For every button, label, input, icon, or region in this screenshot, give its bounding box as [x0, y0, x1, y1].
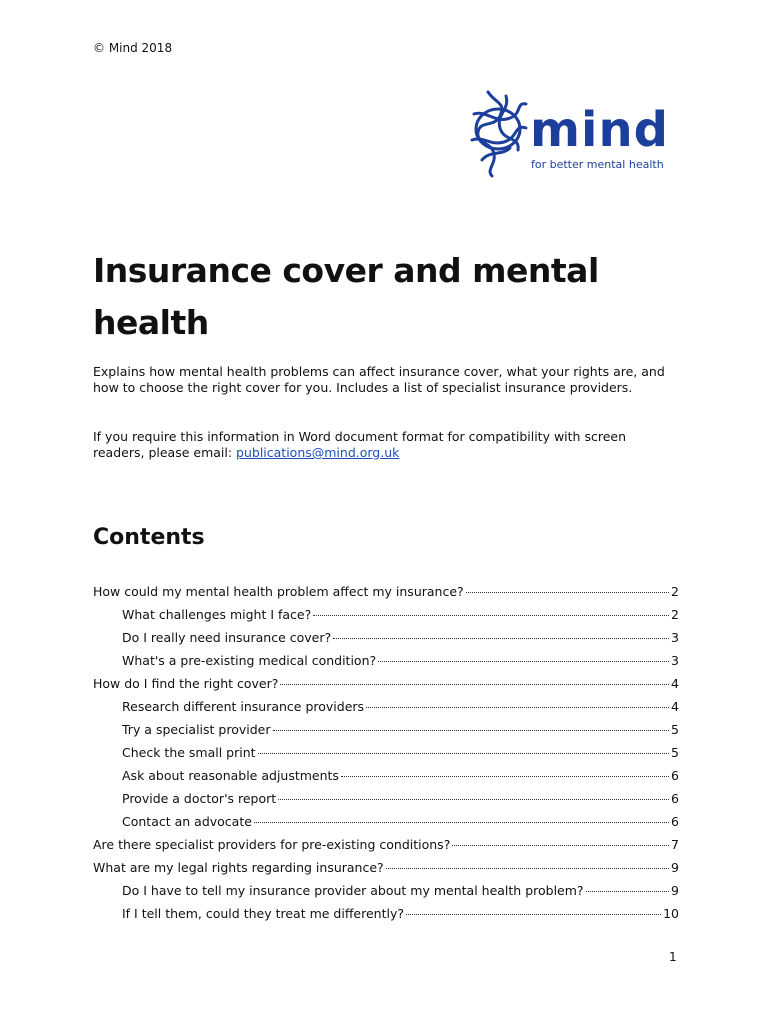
toc-dot-leader	[341, 776, 669, 777]
toc-dot-leader	[378, 661, 669, 662]
toc-entry-label: What are my legal rights regarding insurance?	[93, 860, 384, 875]
toc-entry[interactable]	[93, 584, 679, 607]
toc-dot-leader	[280, 684, 669, 685]
toc-entry[interactable]	[93, 837, 679, 860]
toc-entry-page: 4	[671, 676, 679, 691]
toc-entry-label: What's a pre-existing medical condition?	[122, 653, 377, 668]
toc-entry-page: 10	[663, 906, 679, 921]
toc-entry-page: 5	[671, 745, 679, 760]
toc-entry-label: What challenges might I face?	[122, 607, 312, 622]
toc-entry-label: Do I have to tell my insurance provider about my mental health problem?	[122, 883, 584, 898]
toc-entry[interactable]	[93, 699, 679, 722]
toc-entry-page: 9	[671, 860, 679, 875]
logo-tagline: for better mental health	[531, 158, 664, 171]
copyright-notice: © Mind 2018	[93, 41, 173, 55]
toc-entry[interactable]	[93, 722, 679, 745]
mind-wordmark: mind	[530, 102, 669, 158]
toc-dot-leader	[254, 822, 669, 823]
toc-entry-label: If I tell them, could they treat me differently?	[122, 906, 405, 921]
page-number: 1	[669, 950, 677, 964]
table-of-contents	[93, 584, 679, 929]
toc-dot-leader	[258, 753, 669, 754]
toc-entry-label: How could my mental health problem affect my insurance?	[93, 584, 464, 599]
toc-dot-leader	[313, 615, 669, 616]
toc-entry-label: Check the small print	[122, 745, 256, 760]
toc-entry-page: 6	[671, 768, 679, 783]
toc-entry-page: 5	[671, 722, 679, 737]
toc-entry-label: Ask about reasonable adjustments	[122, 768, 339, 783]
alternative-formats-text: If you require this information in Word document format for compatibility with screen readers, please email:	[93, 429, 627, 460]
toc-dot-leader	[366, 707, 669, 708]
toc-entry-page: 7	[671, 837, 679, 852]
toc-entry-label: Try a specialist provider	[122, 722, 271, 737]
toc-entry[interactable]	[93, 607, 679, 630]
toc-dot-leader	[386, 868, 669, 869]
toc-entry[interactable]	[93, 814, 679, 837]
toc-dot-leader	[278, 799, 669, 800]
contents-heading: Contents	[93, 525, 205, 550]
toc-entry-page: 3	[671, 653, 679, 668]
toc-dot-leader	[273, 730, 670, 731]
toc-entry[interactable]	[93, 630, 679, 653]
toc-entry[interactable]	[93, 768, 679, 791]
toc-entry[interactable]	[93, 906, 679, 929]
toc-entry-label: Provide a doctor's report	[122, 791, 277, 806]
toc-entry[interactable]	[93, 883, 679, 906]
toc-dot-leader	[452, 845, 669, 846]
toc-dot-leader	[333, 638, 669, 639]
toc-entry[interactable]	[93, 745, 679, 768]
publications-email-link[interactable]: publications@mind.org.uk	[236, 445, 400, 460]
toc-entry[interactable]	[93, 860, 679, 883]
toc-dot-leader	[466, 592, 669, 593]
toc-entry-page: 2	[671, 607, 679, 622]
toc-entry-page: 2	[671, 584, 679, 599]
intro-paragraph: Explains how mental health problems can affect insurance cover, what your rights are, and how to choose the right cover for you. Includes a list of specialist insurance providers.	[93, 364, 665, 395]
toc-entry-page: 6	[671, 791, 679, 806]
toc-entry-page: 4	[671, 699, 679, 714]
toc-entry[interactable]	[93, 676, 679, 699]
toc-dot-leader	[406, 914, 661, 915]
toc-entry-page: 3	[671, 630, 679, 645]
document-title: Insurance cover and mental health	[93, 251, 599, 342]
toc-entry-page: 9	[671, 883, 679, 898]
alternative-formats-paragraph	[93, 429, 673, 461]
toc-entry[interactable]	[93, 791, 679, 814]
toc-dot-leader	[586, 891, 669, 892]
toc-entry-label: Do I really need insurance cover?	[122, 630, 332, 645]
mind-logo-flower-icon	[472, 92, 526, 176]
toc-entry[interactable]	[93, 653, 679, 676]
toc-entry-page: 6	[671, 814, 679, 829]
toc-entry-label: Contact an advocate	[122, 814, 252, 829]
toc-entry-label: Are there specialist providers for pre-existing conditions?	[93, 837, 451, 852]
toc-entry-label: Research different insurance providers	[122, 699, 365, 714]
toc-entry-label: How do I find the right cover?	[93, 676, 279, 691]
